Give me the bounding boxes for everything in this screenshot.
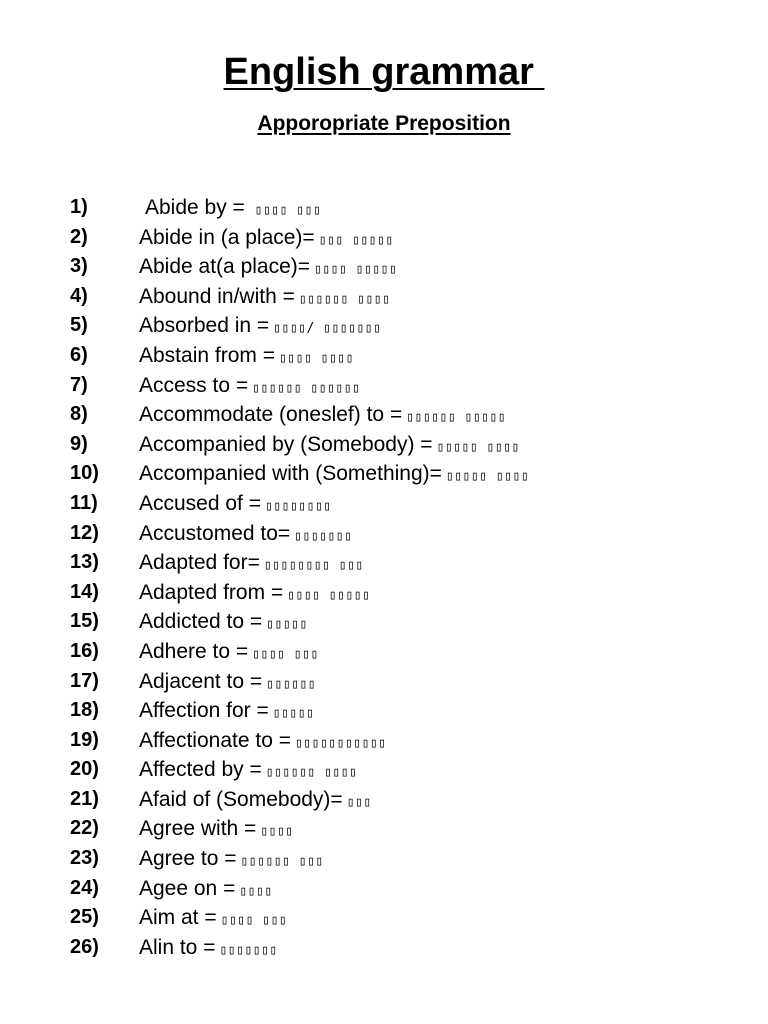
entry-number: 5) [70,314,88,337]
entry-number: 18) [70,699,99,722]
entry-gloss: ▯▯▯▯ ▯▯▯ [254,203,322,218]
entry-gloss: ▯▯▯▯▯▯▯ [294,528,353,544]
entry-gloss: ▯▯▯▯ [239,883,273,899]
entry-gloss: ▯▯▯▯▯ [272,706,315,722]
entry-gloss: ▯▯▯ ▯▯▯▯▯ [318,232,394,248]
entry-gloss: ▯▯▯▯▯ ▯▯▯▯ [445,469,530,485]
entry-number: 1) [70,196,88,218]
entry-gloss: ▯▯▯▯/ ▯▯▯▯▯▯▯ [273,321,382,337]
list-item [0,844,768,874]
entry-gloss: ▯▯▯▯▯▯▯ [219,942,278,958]
entry-number: 9) [70,432,88,455]
list-item [0,814,768,844]
list-item [0,223,768,253]
list-item [0,874,768,904]
entry-number: 25) [70,906,99,929]
entry-gloss: ▯▯▯ [346,794,372,810]
entry-term: Agree to = ▯▯▯▯▯▯ ▯▯▯ [139,847,324,871]
entry-gloss: ▯▯▯▯▯▯ ▯▯▯▯▯ [406,410,507,426]
page-title: English grammar [223,51,545,93]
entry-number: 7) [70,373,88,396]
preposition-list [0,193,768,962]
entry-term: Addicted to = ▯▯▯▯▯ [139,610,308,634]
entry-term: Absorbed in = ▯▯▯▯/ ▯▯▯▯▯▯▯ [139,314,382,338]
entry-term: Accompanied with (Something)= ▯▯▯▯▯ ▯▯▯▯ [139,462,530,486]
list-item [0,578,768,608]
list-item [0,726,768,756]
entry-number: 22) [70,817,99,840]
entry-number: 24) [70,876,99,899]
entry-term: Accommodate (oneslef) to = ▯▯▯▯▯▯ ▯▯▯▯▯ [139,403,507,427]
entry-gloss: ▯▯▯▯ ▯▯▯ [220,913,288,929]
entry-number: 2) [70,225,88,248]
entry-number: 26) [70,935,99,958]
entry-term: Adjacent to = ▯▯▯▯▯▯ [139,669,317,693]
entry-number: 15) [70,610,99,633]
entry-gloss: ▯▯▯▯▯▯▯▯ [265,498,332,514]
list-item [0,637,768,667]
entry-gloss: ▯▯▯▯▯ [266,617,308,633]
entry-number: 19) [70,728,99,751]
entry-gloss: ▯▯▯▯ [260,824,294,840]
entry-term: Adapted for= ▯▯▯▯▯▯▯▯ ▯▯▯ [139,551,364,575]
entry-number: 8) [70,403,88,426]
list-item [0,459,768,489]
entry-term: Abide at(a place)= ▯▯▯▯ ▯▯▯▯▯ [139,255,398,279]
entry-number: 11) [70,491,98,514]
entry-gloss: ▯▯▯▯▯▯ ▯▯▯ [240,854,324,870]
entry-number: 23) [70,847,99,870]
entry-term: Adapted from = ▯▯▯▯ ▯▯▯▯▯ [139,580,371,604]
list-item [0,933,768,963]
entry-term: Accused of = ▯▯▯▯▯▯▯▯ [139,491,332,515]
entry-term: Affection for = ▯▯▯▯▯ [139,699,315,723]
list-item [0,667,768,697]
entry-term: Accompanied by (Somebody) = ▯▯▯▯▯ ▯▯▯▯ [139,432,520,456]
entry-number: 3) [70,255,88,278]
entry-gloss: ▯▯▯▯▯▯ ▯▯▯▯ [298,291,391,307]
entry-term: Abstain from = ▯▯▯▯ ▯▯▯▯ [139,343,354,367]
entry-term: Access to = ▯▯▯▯▯▯ ▯▯▯▯▯▯ [139,373,361,397]
entry-term: Affectionate to = ▯▯▯▯▯▯▯▯▯▯▯ [139,728,387,752]
list-item [0,341,768,371]
list-item [0,193,768,223]
entry-gloss: ▯▯▯▯ ▯▯▯▯▯ [287,587,371,603]
entry-number: 13) [70,551,99,574]
entry-gloss: ▯▯▯▯ ▯▯▯ [252,646,319,662]
entry-term: Abound in/with = ▯▯▯▯▯▯ ▯▯▯▯ [139,284,391,308]
entry-term: Aim at = ▯▯▯▯ ▯▯▯ [139,906,288,930]
entry-gloss: ▯▯▯▯ ▯▯▯▯ [278,350,354,366]
entry-term: Afaid of (Somebody)= ▯▯▯ [139,787,372,811]
entry-term: Affected by = ▯▯▯▯▯▯ ▯▯▯▯ [139,758,358,782]
entry-gloss: ▯▯▯▯▯▯ ▯▯▯▯ [265,765,358,781]
list-item [0,607,768,637]
list-item [0,400,768,430]
entry-number: 12) [70,521,99,544]
entry-term: Alin to = ▯▯▯▯▯▯▯ [139,935,278,959]
list-item [0,519,768,549]
entry-gloss: ▯▯▯▯▯▯▯▯ ▯▯▯ [263,558,364,574]
entry-gloss: ▯▯▯▯▯ ▯▯▯▯ [436,439,520,455]
entry-term: Abide in (a place)= ▯▯▯ ▯▯▯▯▯ [139,225,394,249]
entry-number: 21) [70,787,99,810]
entry-term: Agree with = ▯▯▯▯ [139,817,294,841]
entry-number: 14) [70,580,99,603]
list-item [0,548,768,578]
entry-number: 4) [70,284,88,307]
entry-gloss: ▯▯▯▯▯▯ ▯▯▯▯▯▯ [252,380,361,396]
entry-gloss: ▯▯▯▯▯▯ [266,676,317,692]
list-item [0,371,768,401]
page-subtitle: Apporopriate Preposition [257,112,511,135]
entry-number: 20) [70,758,99,781]
list-item [0,252,768,282]
entry-term: Accustomed to= ▯▯▯▯▯▯▯ [139,521,353,545]
list-item [0,489,768,519]
list-item [0,696,768,726]
list-item [0,430,768,460]
list-item [0,282,768,312]
list-item [0,785,768,815]
entry-gloss: ▯▯▯▯▯▯▯▯▯▯▯ [294,735,387,751]
entry-term: Agee on = ▯▯▯▯ [139,876,273,900]
list-item [0,903,768,933]
entry-number: 6) [70,343,88,366]
list-item [0,311,768,341]
entry-number: 10) [70,462,99,485]
entry-term: Abide by = ▯▯▯▯ ▯▯▯ [145,196,322,219]
entry-number: 17) [70,669,99,692]
entry-number: 16) [70,639,99,662]
entry-term: Adhere to = ▯▯▯▯ ▯▯▯ [139,639,319,663]
list-item [0,755,768,785]
entry-gloss: ▯▯▯▯ ▯▯▯▯▯ [314,262,398,278]
